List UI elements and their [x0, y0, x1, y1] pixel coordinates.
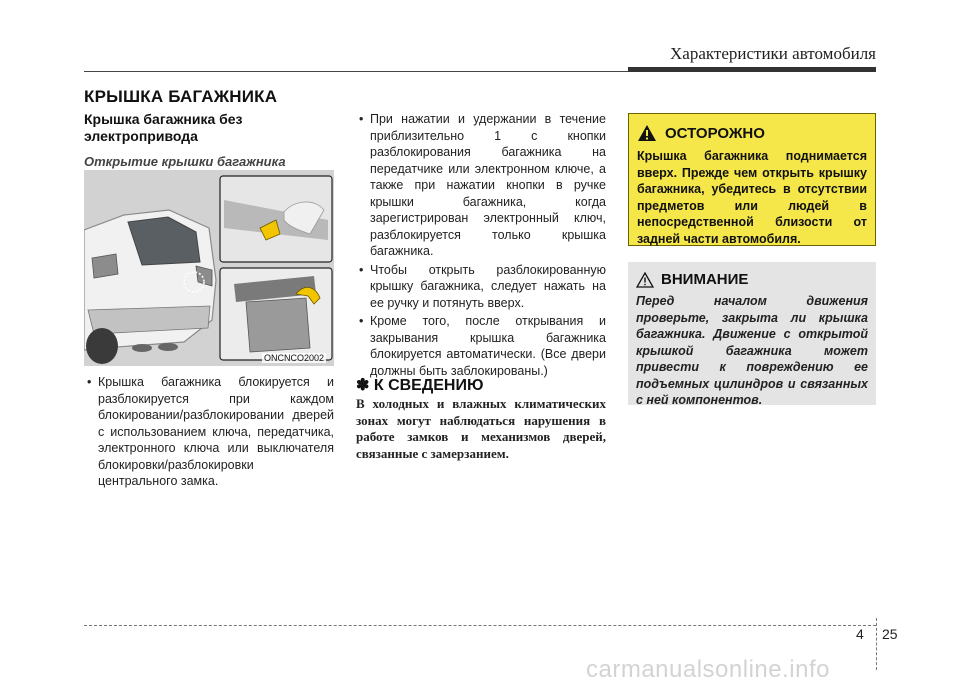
list-item: • Крышка багажника блокируется и разблокируется при каждом блокировании/разблокировании дверей с использованием ключа, передатчика, электронного ключа или выключателя блокировки/разблокировки центрального замка.: [84, 374, 334, 490]
note-title: ✽ К СВЕДЕНИЮ: [356, 377, 484, 394]
chapter-number: 4: [856, 626, 864, 642]
tailgate-illustration-svg: [84, 170, 334, 366]
image-caption: ONCNCO2002: [264, 353, 325, 363]
list-item: • Кроме того, после открывания и закрывания крышка багажника блокируется автоматически. (Все двери должны быть заблокированы.): [356, 313, 606, 379]
column-2-bullet-list: [356, 111, 606, 379]
italic-subheading: Открытие крышки багажника: [84, 154, 286, 169]
watermark: carmanualsonline.info: [586, 656, 830, 683]
attention-text: Перед началом движения проверьте, закрыта ли крышка багажника. Движение с открытой крышкой багажника может привести к повреждению ее подъемных цилиндров и связанных с ней компонентов.: [636, 294, 868, 407]
section-title: КРЫШКА БАГАЖНИКА: [84, 87, 278, 106]
footer-divider: [876, 618, 877, 670]
note-text: В холодных и влажных климатических зонах могут наблюдаться нарушения в работе замков и механизмов дверей, связанные с замерзанием.: [356, 396, 606, 461]
header-rule-accent: [628, 67, 876, 72]
footer-rule: [84, 625, 876, 626]
page-header-title: Характеристики автомобиля: [670, 44, 876, 63]
page-number: 25: [882, 626, 898, 642]
caution-title: ОСТОРОЖНО: [665, 124, 765, 142]
caution-box: [628, 113, 876, 246]
attention-heading: [636, 271, 868, 288]
caution-heading: [637, 124, 867, 142]
warning-triangle-icon: [637, 124, 657, 142]
attention-box: [628, 262, 876, 405]
subheading: Крышка багажника без электропривода: [84, 111, 243, 144]
list-item: • При нажатии и удержании в течение приблизительно 1 с кнопки разблокирования багажника на передатчике или электронном ключе, а также при нажатии кнопки в ручке крышки багажника, когда зарегистрирован электронный ключ, разблокируется только крышка багажника.: [356, 111, 606, 260]
tailgate-illustration: [84, 170, 334, 366]
list-item: • Чтобы открыть разблокированную крышку багажника, следует нажать на ее ручку и потянуть вверх.: [356, 262, 606, 312]
column-1-bullet-list: [84, 374, 334, 490]
warning-triangle-outline-icon: [636, 272, 654, 288]
caution-text: Крышка багажника поднимается вверх. Прежде чем открыть крышку багажника, убедитесь в отсутствии предметов или людей в непосредственной близости от задней части автомобиля.: [637, 149, 867, 246]
column-1-heading: [84, 111, 334, 169]
attention-title: ВНИМАНИЕ: [661, 271, 749, 288]
